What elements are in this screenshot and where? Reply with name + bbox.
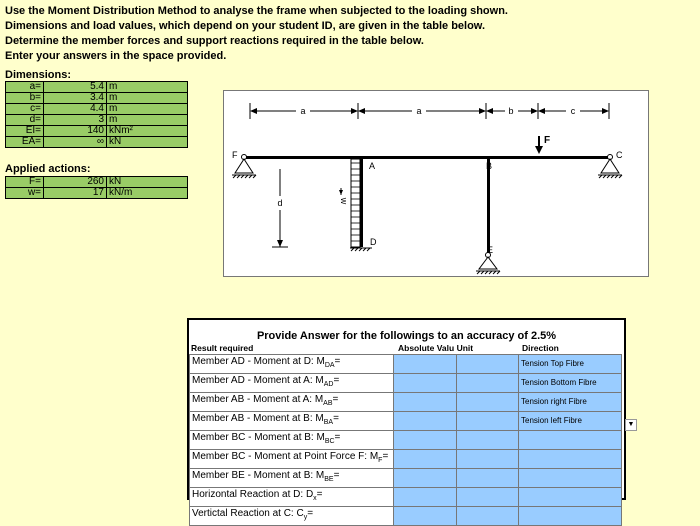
node-e-label: E — [487, 245, 494, 255]
answer-value-cell[interactable] — [394, 469, 457, 488]
answer-header — [191, 343, 622, 352]
load-hatching — [351, 163, 360, 241]
answer-value-cell[interactable] — [394, 374, 457, 393]
answer-value-cell[interactable] — [394, 507, 457, 526]
answer-value-cell[interactable] — [394, 488, 457, 507]
frame-diagram — [223, 90, 649, 277]
column-ad — [360, 159, 363, 247]
load-w-label: w — [339, 197, 349, 205]
node-f-label: F — [232, 150, 238, 160]
col-direction: Direction — [522, 343, 559, 353]
dimension-c-label: c — [570, 106, 576, 116]
answer-panel — [187, 318, 626, 521]
applied-actions-title: Applied actions: — [5, 163, 91, 175]
instruction-line: Dimensions and load values, which depend on your student ID, are given in the table below. — [5, 20, 486, 32]
direction-cell[interactable]: Tension Top Fibre — [519, 355, 622, 374]
answer-unit-cell[interactable] — [457, 393, 519, 412]
direction-cell[interactable]: Tension left Fibre — [519, 412, 622, 431]
dimension-a-label: a — [416, 106, 422, 116]
actions-table — [5, 176, 188, 199]
table-row: EI= 140 kNm² — [6, 126, 188, 137]
answer-value-cell[interactable] — [394, 393, 457, 412]
answer-unit-cell[interactable] — [457, 469, 519, 488]
node-a-label: A — [369, 161, 376, 171]
col-result-required: Result required — [191, 343, 254, 353]
table-row: w= 17 kN/m — [6, 188, 188, 199]
direction-cell[interactable] — [519, 450, 622, 469]
table-row: Member AD - Moment at A: $M_{AD}=$ Tension Bottom Fibre — [190, 374, 622, 393]
dimensions-table — [5, 81, 188, 148]
dimension-a-label: a — [300, 106, 306, 116]
direction-cell[interactable] — [519, 431, 622, 450]
instruction-line: Enter your answers in the space provided. — [5, 50, 227, 62]
table-row: Vertictal Reaction at C: $C_y=$ — [190, 507, 622, 526]
table-row: Member BE - Moment at B: $M_{BE}=$ — [190, 469, 622, 488]
table-row: Member BC - Moment at Point Force F: $M_F=$ — [190, 450, 622, 469]
answer-unit-cell[interactable] — [457, 450, 519, 469]
node-c-label: C — [616, 150, 623, 160]
table-row: Member AD - Moment at D: $M_{DA}=$ Tension Top Fibre — [190, 355, 622, 374]
answer-unit-cell[interactable] — [457, 431, 519, 450]
answer-title: Provide Answer for the followings to an accuracy of 2.5% — [256, 330, 557, 342]
direction-cell[interactable] — [519, 488, 622, 507]
support-d — [350, 248, 372, 251]
answer-unit-cell[interactable] — [457, 488, 519, 507]
table-row: Member BC - Moment at B: $M_{BC}=$ — [190, 431, 622, 450]
dimensions-title: Dimensions: — [5, 69, 72, 81]
node-b-label: B — [486, 161, 493, 171]
table-row: d= 3 m — [6, 115, 188, 126]
answer-value-cell[interactable] — [394, 450, 457, 469]
answer-value-cell[interactable] — [394, 355, 457, 374]
chevron-down-icon[interactable]: ▼ — [625, 419, 637, 431]
load-f-label: F — [544, 135, 551, 146]
instruction-line: Use the Moment Distribution Method to analyse the frame when subjected to the loading shown. — [5, 5, 508, 17]
instructions — [5, 4, 508, 64]
table-row: a= 5.4 m — [6, 82, 188, 93]
col-absolute-value-unit: Absolute Valu Unit — [398, 343, 474, 353]
answer-value-cell[interactable] — [394, 431, 457, 450]
table-row: Member AB - Moment at B: $M_{BA}=$ Tension left Fibre — [190, 412, 622, 431]
dimension-d-line — [272, 169, 288, 247]
direction-cell[interactable]: Tension Bottom Fibre — [519, 374, 622, 393]
dimension-b-label: b — [508, 106, 514, 116]
answer-table — [189, 354, 622, 526]
answer-unit-cell[interactable] — [457, 507, 519, 526]
column-be — [486, 159, 493, 254]
instruction-line: Determine the member forces and support reactions required in the table below. — [5, 35, 424, 47]
answer-unit-cell[interactable] — [457, 374, 519, 393]
support-e — [476, 253, 500, 275]
table-row: Member AB - Moment at A: $M_{AB}=$ Tension right Fibre — [190, 393, 622, 412]
direction-cell[interactable] — [519, 507, 622, 526]
answer-unit-cell[interactable] — [457, 412, 519, 431]
table-row: Horizontal Reaction at D: $D_x=$ — [190, 488, 622, 507]
table-row: c= 4.4 m — [6, 104, 188, 115]
dimension-d-label: d — [277, 198, 283, 208]
table-row: b= 3.4 m — [6, 93, 188, 104]
table-row: EA= ∞ kN — [6, 137, 188, 148]
answer-value-cell[interactable] — [394, 412, 457, 431]
table-row: F= 260 kN — [6, 177, 188, 188]
direction-cell[interactable]: Tension right Fibre — [519, 393, 622, 412]
distributed-load-w — [351, 159, 360, 247]
beam-fcb — [244, 156, 610, 159]
node-d-label: D — [370, 237, 377, 247]
answer-unit-cell[interactable] — [457, 355, 519, 374]
direction-cell[interactable] — [519, 469, 622, 488]
